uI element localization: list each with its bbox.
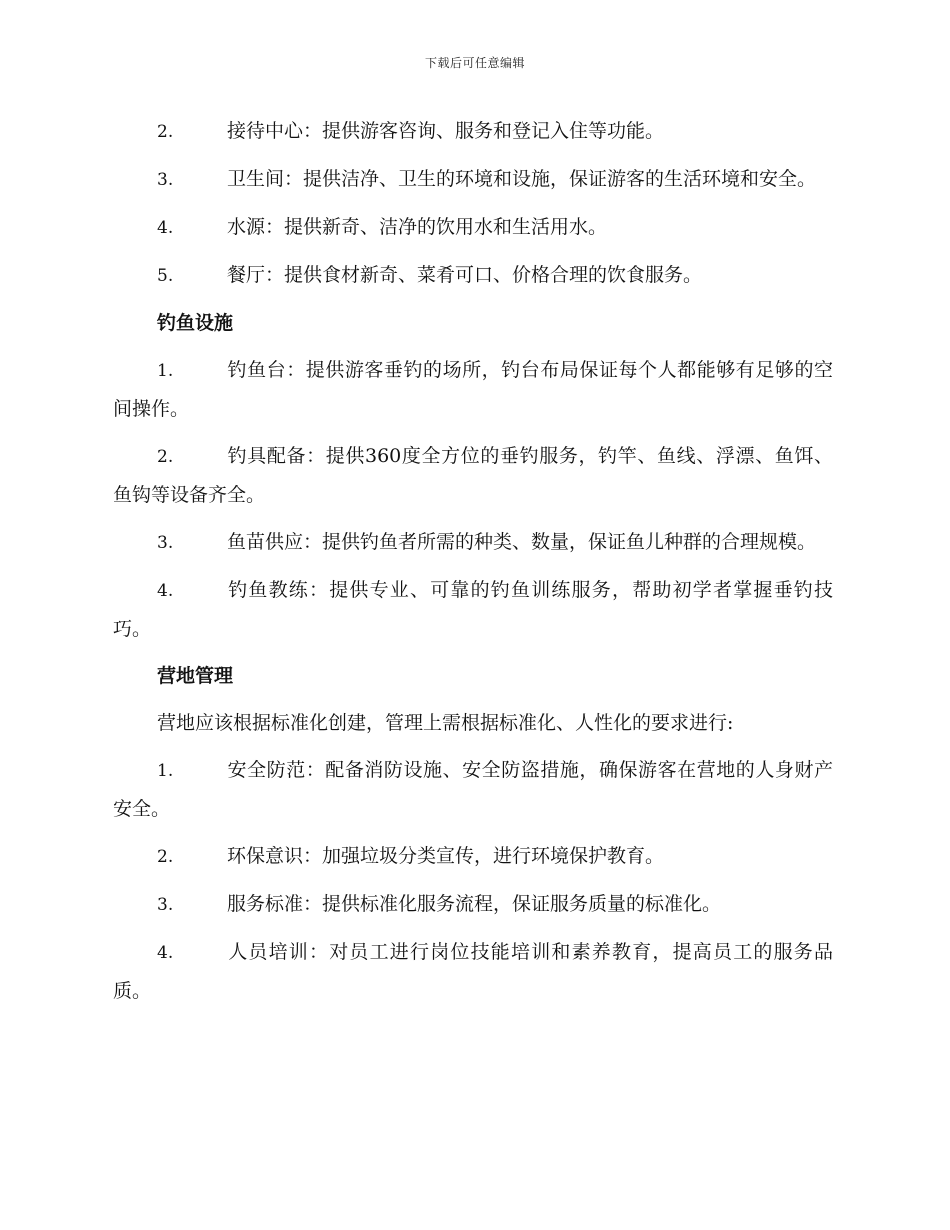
item-text: 安全防范：配备消防设施、安全防盗措施，确保游客在营地的人身财产安全。 <box>113 759 833 820</box>
page-header: 下载后可任意编辑 <box>424 56 525 70</box>
list-item <box>113 933 833 1010</box>
section-title-fishing: 钓鱼设施 <box>157 312 234 334</box>
item-number: 4. <box>157 581 174 601</box>
item-text: 餐厅：提供食材新奇、菜肴可口、价格合理的饮食服务。 <box>227 264 703 286</box>
item-text: 环保意识：加强垃圾分类宣传，进行环境保护教育。 <box>227 845 665 867</box>
item-number: 5. <box>157 266 174 286</box>
list-item <box>113 571 833 648</box>
item-text: 人员培训：对员工进行岗位技能培训和素养教育，提高员工的服务品质。 <box>113 941 833 1002</box>
item-number: 3. <box>157 533 174 553</box>
list-item <box>113 112 833 151</box>
item-text: 鱼苗供应：提供钓鱼者所需的种类、数量，保证鱼儿种群的合理规模。 <box>227 531 817 553</box>
list-item <box>113 160 833 199</box>
item-text: 钓鱼台：提供游客垂钓的场所，钓台布局保证每个人都能够有足够的空间操作。 <box>113 359 833 420</box>
item-number: 3. <box>157 895 174 915</box>
list-item <box>113 751 833 828</box>
item-number: 2. <box>157 447 174 467</box>
item-text: 服务标准：提供标准化服务流程，保证服务质量的标准化。 <box>227 893 722 915</box>
section-intro: 营地应该根据标准化创建，管理上需根据标准化、人性化的要求进行: <box>157 712 734 734</box>
list-item <box>113 256 833 295</box>
item-number: 2. <box>157 847 174 867</box>
item-text: 钓鱼教练：提供专业、可靠的钓鱼训练服务，帮助初学者掌握垂钓技巧。 <box>113 579 833 640</box>
list-item <box>113 885 833 924</box>
item-text: 卫生间：提供洁净、卫生的环境和设施，保证游客的生活环境和安全。 <box>227 168 817 190</box>
list-item <box>113 837 833 876</box>
item-text: 接待中心：提供游客咨询、服务和登记入住等功能。 <box>227 120 665 142</box>
list-item <box>113 351 833 428</box>
item-number: 4. <box>157 218 174 238</box>
item-text: 钓具配备：提供360度全方位的垂钓服务，钓竿、鱼线、浮漂、鱼饵、鱼钩等设备齐全。 <box>113 445 833 506</box>
item-number: 4. <box>157 943 174 963</box>
item-number: 1. <box>157 361 174 381</box>
section-title-camp: 营地管理 <box>157 665 234 687</box>
document-body <box>113 112 833 1019</box>
item-number: 1. <box>157 761 174 781</box>
list-item <box>113 437 833 514</box>
item-number: 2. <box>157 122 174 142</box>
item-number: 3. <box>157 170 174 190</box>
list-item <box>113 523 833 562</box>
list-item <box>113 208 833 247</box>
item-text: 水源：提供新奇、洁净的饮用水和生活用水。 <box>227 216 608 238</box>
